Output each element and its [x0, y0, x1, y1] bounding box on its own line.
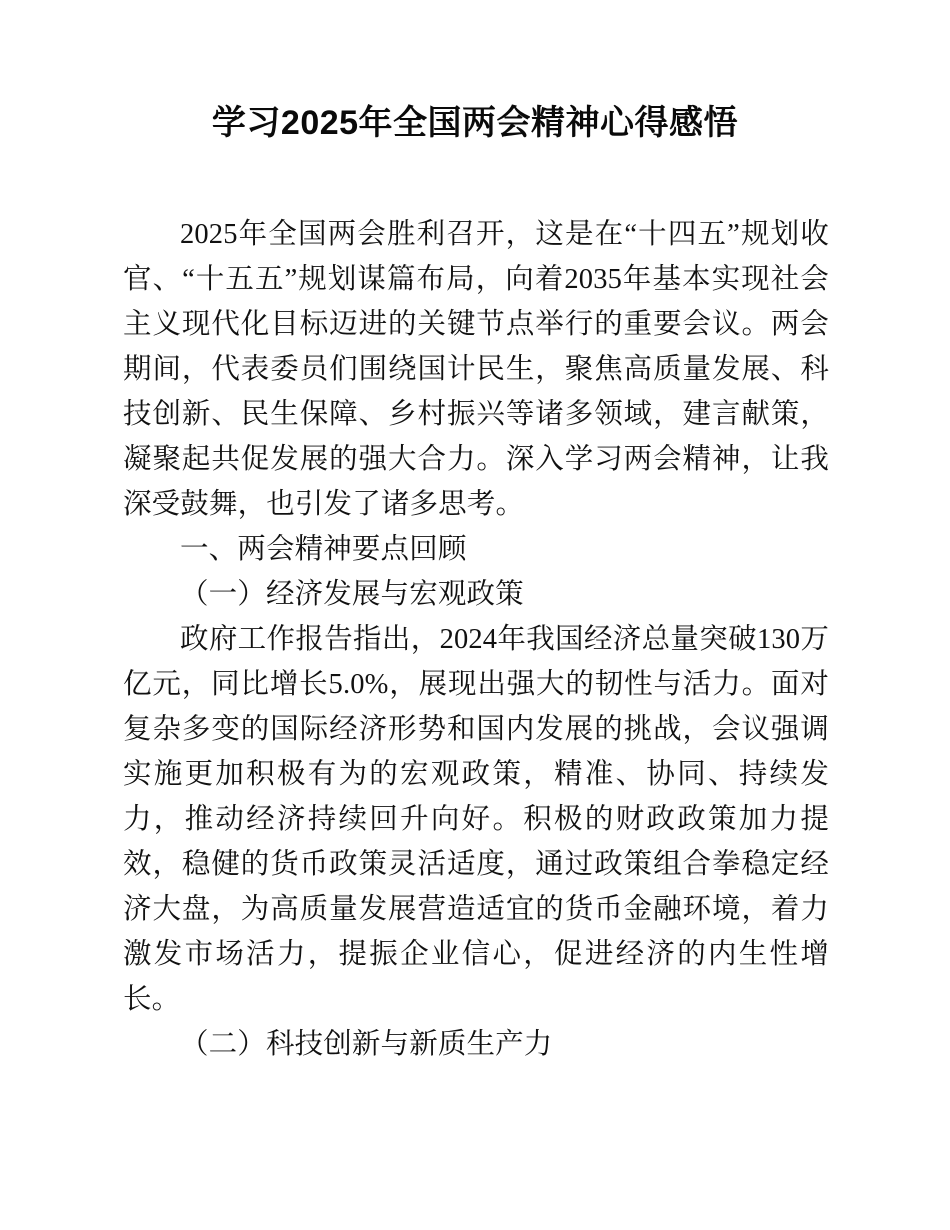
- economy-paragraph: 政府工作报告指出，2024年我国经济总量突破130万亿元，同比增长5.0%，展现出强大的韧性与活力。面对复杂多变的国际经济形势和国内发展的挑战，会议强调实施更加积极有为的宏观政策，精准、协同、持续发力，推动经济持续回升向好。积极的财政政策加力提效，稳健的货币政策灵活适度，通过政策组合拳稳定经济大盘，为高质量发展营造适宜的货币金融环境，着力激发市场活力，提振企业信心，促进经济的内生性增长。: [123, 624, 829, 1015]
- section-heading-one: 一、两会精神要点回顾: [180, 534, 467, 565]
- subsection-heading-one-two: （二）科技创新与新质生产力: [180, 1029, 553, 1060]
- page-title: 学习2025年全国两会精神心得感悟: [211, 104, 739, 142]
- intro-paragraph: 2025年全国两会胜利召开，这是在“十四五”规划收官、“十五五”规划谋篇布局，向着2035年基本实现社会主义现代化目标迈进的关键节点举行的重要会议。两会期间，代表委员们围绕国计民生，聚焦高质量发展、科技创新、民生保障、乡村振兴等诸多领域，建言献策，凝聚起共促发展的强大合力。深入学习两会精神，让我深受鼓舞，也引发了诸多思考。: [123, 219, 829, 520]
- document-body: [123, 212, 829, 1067]
- subsection-heading-one-one: （一）经济发展与宏观政策: [180, 579, 524, 610]
